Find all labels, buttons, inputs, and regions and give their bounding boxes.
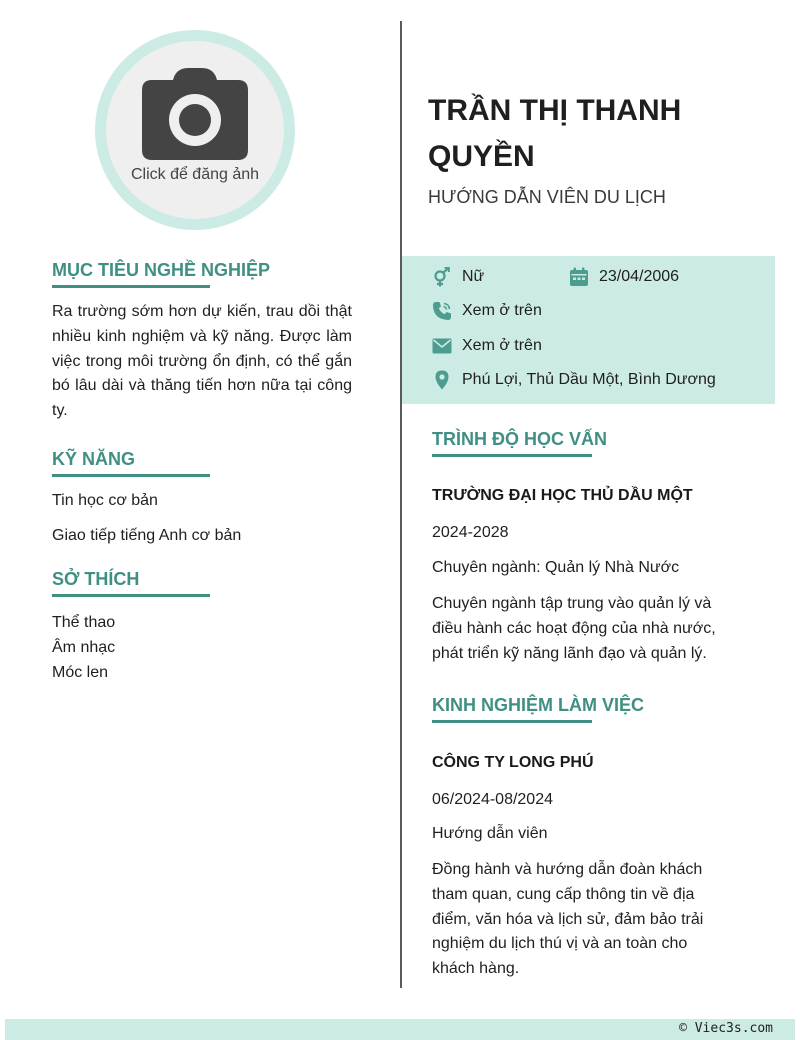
education-title: TRÌNH ĐỘ HỌC VẤN	[432, 429, 607, 449]
hobby-item: Thể thao	[52, 614, 116, 631]
education-section	[432, 426, 607, 457]
gender-icon	[432, 267, 452, 287]
calendar-icon	[569, 267, 589, 287]
experience-company: CÔNG TY LONG PHÚ	[432, 754, 594, 771]
job-title: HƯỚNG DẪN VIÊN DU LỊCH	[428, 187, 666, 207]
skill-item: Giao tiếp tiếng Anh cơ bản	[52, 527, 242, 544]
phone-icon	[432, 301, 452, 321]
avatar-caption[interactable]: Click để đăng ảnh	[130, 166, 260, 183]
hobby-list	[52, 610, 115, 685]
skills-underline	[52, 474, 210, 477]
hobbies-section	[52, 566, 352, 597]
objective-underline	[52, 285, 210, 288]
gender-value: Nữ	[462, 268, 485, 285]
objective-text: Ra trường sớm hơn dự kiến, trau dồi thật nhiều kinh nghiệm và kỹ năng. Được làm việc trong môi trường ổn định, có thể gắn bó lâu dài và thăng tiến hơn nữa tại công ty.	[52, 303, 352, 420]
education-underline	[432, 454, 592, 457]
footer-bar	[5, 1019, 795, 1040]
hobbies-title: SỞ THÍCH	[52, 569, 140, 589]
education-major: Chuyên ngành: Quản lý Nhà Nước	[432, 559, 680, 576]
education-description: Chuyên ngành tập trung vào quản lý và điều hành các hoạt động của nhà nước, phát triển kỹ năng lãnh đạo và quản lý.	[432, 595, 716, 662]
birthday-value: 23/04/2006	[599, 268, 680, 285]
contact-birthday	[569, 267, 679, 287]
skills-section	[52, 446, 352, 477]
phone-value: Xem ở trên	[462, 302, 542, 319]
education-school: TRƯỜNG ĐẠI HỌC THỦ DẦU MỘT	[432, 487, 693, 504]
name-line-1: TRẦN THỊ THANH	[428, 94, 682, 127]
hobby-item: Âm nhạc	[52, 639, 116, 656]
footer-copyright[interactable]: © Viec3s.com	[679, 1021, 773, 1036]
skills-title: KỸ NĂNG	[52, 449, 136, 469]
objective-title: MỤC TIÊU NGHỀ NGHIỆP	[52, 260, 271, 280]
skill-item: Tin học cơ bản	[52, 492, 158, 509]
location-pin-icon	[432, 370, 452, 390]
contact-email	[432, 336, 542, 356]
contact-address	[432, 370, 716, 390]
experience-period: 06/2024-08/2024	[432, 791, 553, 808]
experience-section	[432, 692, 644, 723]
name-line-2: QUYỀN	[428, 140, 535, 173]
contact-gender	[432, 267, 484, 287]
envelope-icon	[432, 336, 452, 356]
email-value: Xem ở trên	[462, 337, 542, 354]
camera-icon[interactable]	[140, 66, 250, 162]
education-period: 2024-2028	[432, 524, 509, 541]
experience-role: Hướng dẫn viên	[432, 825, 548, 842]
experience-title: KINH NGHIỆM LÀM VIỆC	[432, 695, 645, 715]
column-divider	[400, 21, 402, 988]
experience-underline	[432, 720, 592, 723]
contact-phone	[432, 301, 542, 321]
experience-description: Đồng hành và hướng dẫn đoàn khách tham quan, cung cấp thông tin về địa điểm, văn hóa và lịch sử, đảm bảo trải nghiệm du lịch thú vị và an toàn cho khách hàng.	[432, 861, 704, 978]
hobby-item: Móc len	[52, 664, 109, 681]
hobbies-underline	[52, 594, 210, 597]
objective-section	[52, 257, 352, 288]
address-value: Phú Lợi, Thủ Dầu Một, Bình Dương	[462, 371, 716, 388]
candidate-name	[428, 88, 768, 180]
